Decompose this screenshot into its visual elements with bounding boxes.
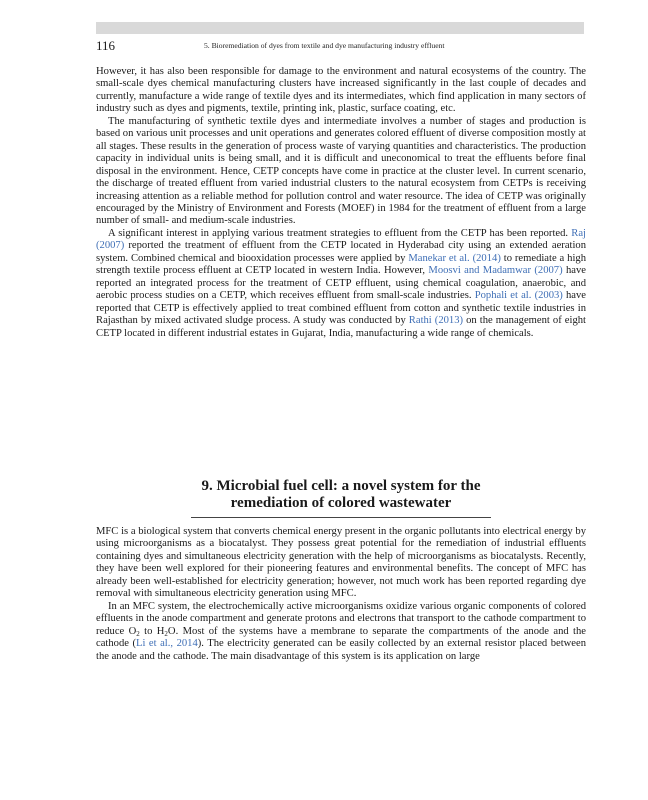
citation-link[interactable]: Manekar et al. (2014) [408,252,501,264]
running-title: 5. Bioremediation of dyes from textile and dye manufacturing industry effluent [204,41,445,50]
body-text-after-section [96,526,586,663]
header-band [96,22,584,34]
page-header [96,38,584,54]
paragraph: The manufacturing of synthetic textile dyes and intermediate involves a number of stages and production is based on various unit processes and unit operations and generates colored effluent of diverse composition mostly at all stages. These results in the generation of process waste of varying quantities and characteristics. The production capacity in individual units is being small, and it is difficult and uneconomical to treat the effluents before final disposal in the environment. Hence, CETP concepts have come in practice at the cluster level. In current scenario, the discharge of treated effluent from varied industrial clusters to the natural ecosystem from CETPs is receiving increasing attention as a reliable method for pollution control and water resource. The idea of CETP was originally encouraged by the Ministry of Environment and Forests (MOEF) in 1984 for the treatment of effluent from a large number of small- and medium-scale industries. [96,115,586,227]
paragraph: MFC is a biological system that converts chemical energy present in the organic pollutants into electrical energy by using microorganisms as a biocatalyst. They possess great potential for the remediation of industrial effluents containing dyes and simultaneous electricity generation with the help of microorganisms as biocatalysts. Recently, they have been well explored for their pioneering features and environmental benefits. The concept of MFC has already been well-established for electricity generation; however, not much work has been reported regarding dye removal with simultaneous electricity generation using MFC. [96,526,586,600]
body-text-before-section [96,66,586,340]
citation-link[interactable]: Pophali et al. (2003) [474,290,563,302]
citation-link[interactable]: Li et al., 2014 [136,638,198,650]
citation-link[interactable]: Rathi (2013) [408,315,464,327]
section-heading-rule [191,517,491,518]
paragraph: However, it has also been responsible for damage to the environment and natural ecosystems of the country. The small-scale dyes chemical manufacturing clusters have increased significantly in the last couple of decades and currently, manufacture a wide range of textile dyes and its intermediates, which find application in many sectors of industry such as dyes and pigments, textile, printing ink, plastic, surface coating, etc. [96,66,586,115]
paragraph: A significant interest in applying various treatment strategies to effluent from the CETP has been reported. Raj (2007) reported the treatment of effluent from the CETP located in Hyderabad city using an extended aeration system. Combined chemical and biooxidation processes were applied by Manekar et al. (2014) to remediate a high strength textile process effluent at CETP located in western India. However, Moosvi and Madamwar (2007) have reported an integrated process for the treatment of CETP effluent, using chemical coagulation, anaerobic, and aerobic process studies on a CETP, which receives effluent from small-scale industries. Pophali et al. (2003) have reported that CETP is effectively applied to treat combined effluent from cotton and synthetic textile industries in Rajasthan by mixed activated sludge process. A study was conducted by Rathi (2013) on the management of eight CETP located in different industrial estates in Gujarat, India, manufacturing a wide range of chemicals. [96,227,587,339]
citation-link[interactable]: Raj (2007) [96,227,586,252]
section-heading: 9. Microbial fuel cell: a novel system for the remediation of colored wastewater [201,478,481,511]
paragraph: In an MFC system, the electrochemically active microorganisms oxidize various organic components of colored effluents in the anode compartment and generate protons and electrons that transport to the cathode compartment to reduce $O_2$ to $H_2O$. Most of the systems have a membrane to separate the compartments of the anode and the cathode (Li et al., 2014). The electricity generated can be easily collected by an external resistor placed between the anode and the cathode. The main disadvantage of this system is its application on large [96,600,587,662]
citation-link[interactable]: Moosvi and Madamwar (2007) [428,265,563,277]
page-number: 116 [96,38,116,53]
